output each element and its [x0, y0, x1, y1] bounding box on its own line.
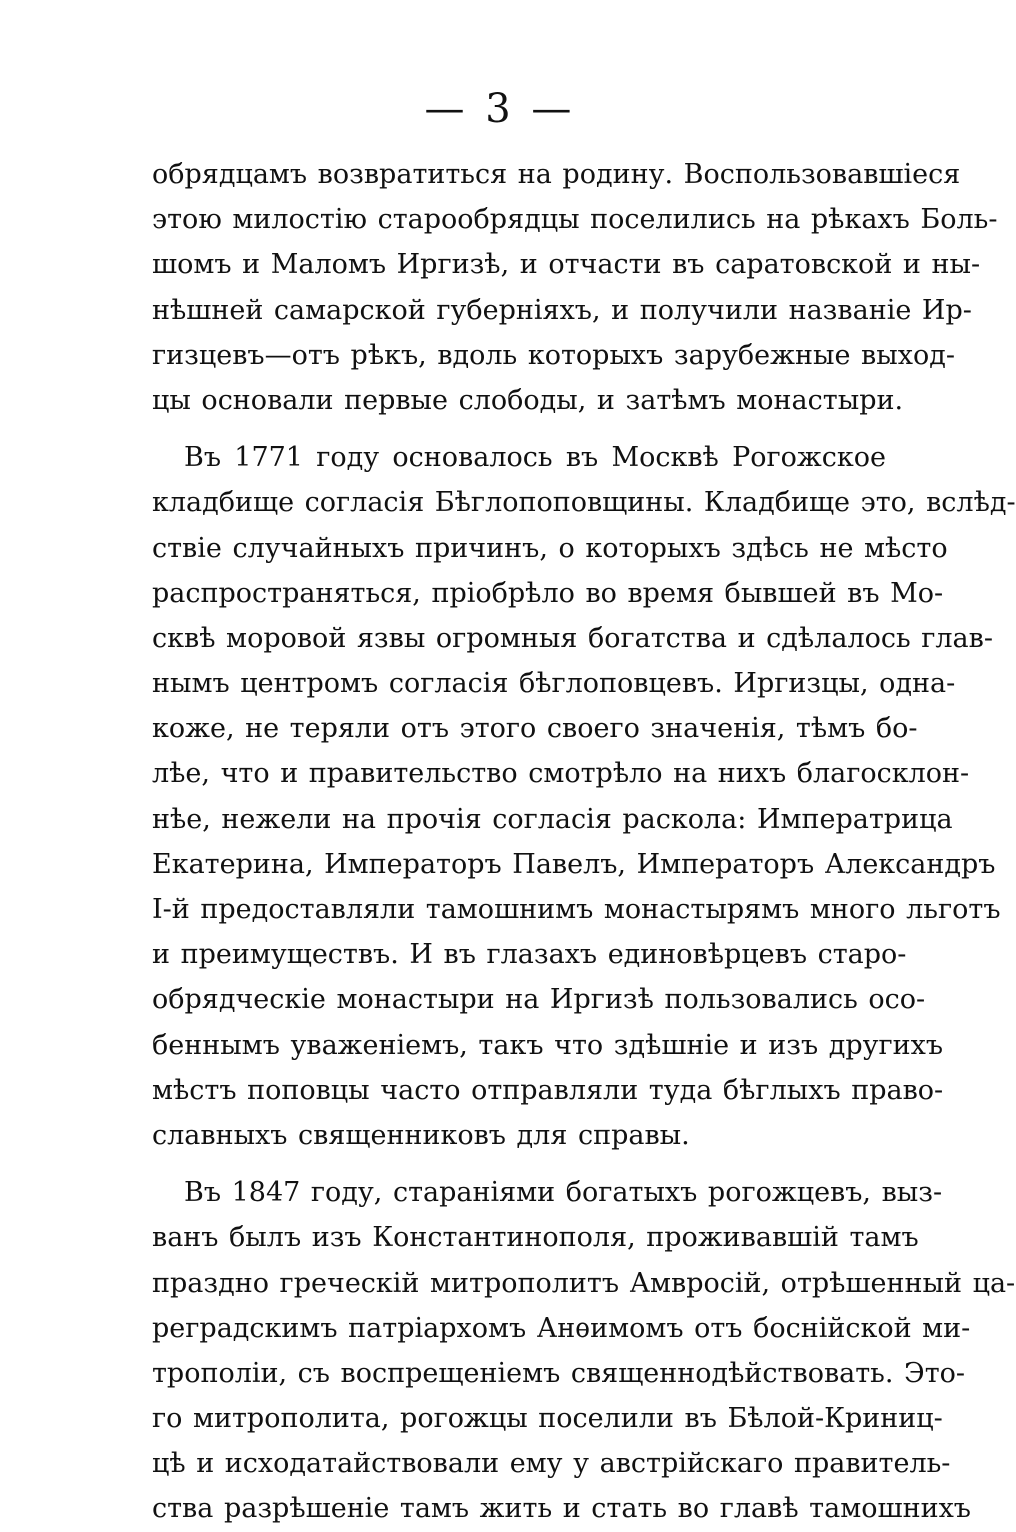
- text-line: І-й предоставляли тамошнимъ монастырямъ много льготъ: [152, 894, 1001, 925]
- text-line: обрядцамъ возвратиться на родину. Воспользовавшіеся: [152, 159, 961, 190]
- text-line: реградскимъ патріархомъ Анѳимомъ отъ боснійской ми-: [152, 1312, 971, 1344]
- paragraph: [152, 1170, 1016, 1532]
- text-line: беннымъ уваженіемъ, такъ что здѣшніе и изъ другихъ: [152, 1029, 944, 1061]
- text-line: нѣе, нежели на прочія согласія раскола: Императрица: [152, 803, 953, 835]
- text-line: нѣшней самарской губерніяхъ, и получили названіе Ир-: [152, 294, 972, 326]
- text-line: цы основали первые слободы, и затѣмъ монастыри.: [152, 384, 904, 416]
- text-line: распространяться, пріобрѣло во время бывшей въ Мо-: [152, 577, 944, 609]
- text-line: и преимуществъ. И въ глазахъ единовѣрцевъ старо-: [152, 939, 907, 971]
- text-line: ствіе случайныхъ причинъ, о которыхъ здѣсь не мѣсто: [152, 532, 948, 564]
- paragraph: [152, 435, 1016, 1158]
- body-text: [152, 152, 1016, 1532]
- text-line: гизцевъ—отъ рѣкъ, вдоль которыхъ зарубежные выход-: [152, 339, 955, 371]
- text-line: мѣстъ поповцы часто отправляли туда бѣглыхъ право-: [152, 1074, 944, 1106]
- text-line: Въ 1771 году основалось въ Москвѣ Рогожское: [184, 442, 886, 474]
- text-line: цѣ и исходатайствовали ему у австрійскаго правитель-: [152, 1448, 951, 1480]
- text-line: славныхъ священниковъ для справы.: [152, 1119, 690, 1151]
- text-line: праздно греческій митрополитъ Амвросій, отрѣшенный ца-: [152, 1267, 1016, 1299]
- text-line: этою милостію старообрядцы поселились на рѣкахъ Боль-: [152, 204, 998, 236]
- text-line: лѣе, что и правительство смотрѣло на нихъ благосклон-: [152, 758, 970, 790]
- text-line: Въ 1847 году, стараніями богатыхъ рогожцевъ, выз-: [184, 1177, 943, 1209]
- text-line: нымъ центромъ согласія бѣглоповцевъ. Иргизцы, одна-: [152, 668, 956, 700]
- text-line: ства разрѣшеніе тамъ жить и стать во главѣ тамошнихъ: [152, 1493, 971, 1525]
- text-line: Екатерина, Императоръ Павелъ, Императоръ Александръ: [152, 848, 996, 880]
- text-line: го митрополита, рогожцы поселили въ Бѣлой-Криниц-: [152, 1403, 943, 1435]
- text-line: кладбище согласія Бѣглопоповщины. Кладбище это, вслѣд-: [152, 487, 1016, 519]
- text-line: трополіи, съ воспрещеніемъ священнодѣйствовать. Это-: [152, 1357, 966, 1389]
- page-number: — 3 —: [424, 86, 576, 132]
- paragraph: [152, 152, 998, 423]
- text-line: сквѣ моровой язвы огромныя богатства и сдѣлалось глав-: [152, 622, 993, 654]
- text-line: ванъ былъ изъ Константинополя, проживавшій тамъ: [152, 1222, 919, 1254]
- text-line: шомъ и Маломъ Иргизѣ, и отчасти въ саратовской и ны-: [152, 249, 981, 281]
- text-line: обрядческіе монастыри на Иргизѣ пользовались осо-: [152, 984, 926, 1016]
- text-line: коже, не теряли отъ этого своего значенія, тѣмъ бо-: [152, 713, 918, 745]
